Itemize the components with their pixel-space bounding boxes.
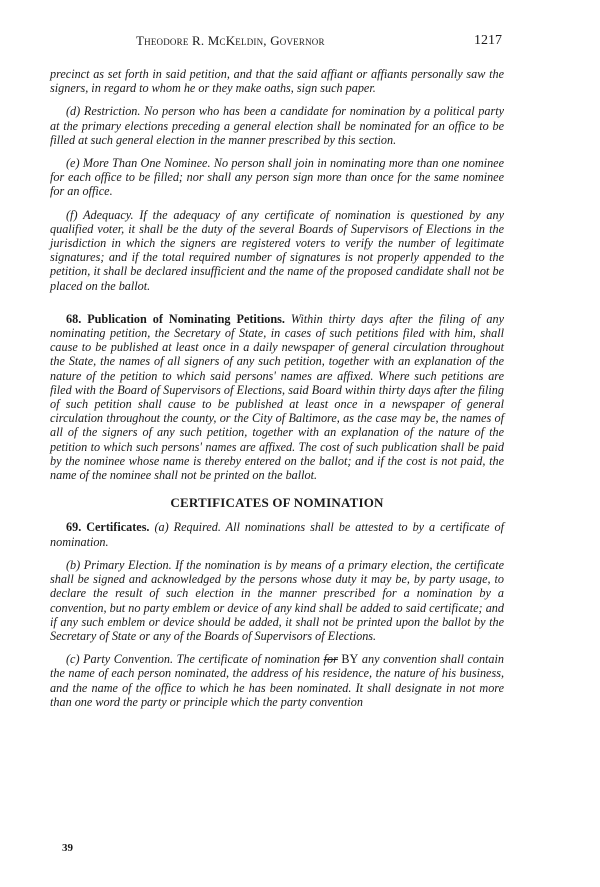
struck-word: for [323, 652, 338, 667]
paragraph-b-primary-election: (b) Primary Election. If the nomination is by means of a primary election, the certificate shall be signed and acknowledged by the persons whose duty it may be, by party usage, to declare the result of such election in the manner prescribed for a nomination by a convention, but no party emblem or device of any kind shall be added to said certificate; and if any such emblem or device should be added, it shall not be printed upon the ballot by the Secretary of State or any of the Boards of Supervisors of Elections. [50, 557, 504, 643]
paragraph-c-party-convention [50, 652, 504, 709]
signature-mark: 39 [62, 842, 73, 854]
section-heading-certificates: CERTIFICATES OF NOMINATION [170, 495, 384, 511]
section-69-certificates [50, 520, 504, 548]
running-header [50, 33, 502, 53]
paragraph-c-text-start: (c) Party Convention. The certificate of nomination [66, 652, 324, 667]
section-68-text: Within thirty days after the filing of any nominating petition, the Secretary of State, in cases of such petitions filed with him, shall cause to be published at least once in a daily newspaper of general circulation throughout the State, the names of all signers of any such petition, together with an explanation of the nature of the petition to which said persons' names are affixed. Where such petitions are filed with the Board of Supervisors of Elections, said Board within thirty days after the filing of such petition shall cause to be published at least once in a newspaper of general circulation throughout the county, or the City of Baltimore, as the case may be, the names of all of the signers of any such petition, together with an explanation of the nature of the petition to which such persons' names are affixed. The cost of such publication shall be paid by the nominee whose name is thereby entered on the ballot; and if the cost is not paid, the name of the nominee shall not be printed on the ballot. [50, 311, 504, 483]
section-69-heading: 69. Certificates. [66, 520, 150, 535]
paragraph-e-more-than-one-nominee: (e) More Than One Nominee. No person shall join in nominating more than one nominee for each office to be filled; nor shall any person sign more than once for the same nominee for an office. [50, 156, 504, 199]
paragraph-d-restriction: (d) Restriction. No person who has been a candidate for nomination by a political party at the primary elections preceding a general election shall be nominated for an office to be filled at such general election in the manner prescribed by this section. [50, 104, 504, 147]
running-title: Theodore R. McKeldin, Governor [136, 33, 325, 48]
paragraph-c-text-end: any convention shall contain the name of each person nominated, the address of his residence, the nature of his business, and the name of the office to which he has been nominated. It shall designate in not more than one word the party or principle which the party convention [50, 652, 504, 709]
page-body [50, 67, 504, 718]
section-68-publication [50, 312, 504, 482]
paragraph-f-adequacy: (f) Adequacy. If the adequacy of any certificate of nomination is questioned by any qualified voter, it shall be the duty of the several Boards of Supervisors of Elections in the jurisdiction in which the signers are registered voters to verify the number of legitimate signatures; and if the total required number of signatures is not properly appended to the petition, it shall be declared insufficient and the name of the proposed candidate shall not be placed on the ballot. [50, 207, 504, 293]
paragraph-continuation: precinct as set forth in said petition, and that the said affiant or affiants personally saw the signers, in regard to whom he or they make oaths, sign such paper. [50, 67, 504, 96]
inserted-word: BY [337, 652, 359, 667]
page-number: 1217 [474, 33, 502, 48]
section-68-heading: 68. Publication of Nominating Petitions. [66, 311, 285, 326]
section-69-text: (a) Required. All nominations shall be attested to by a certificate of nomination. [50, 520, 504, 549]
